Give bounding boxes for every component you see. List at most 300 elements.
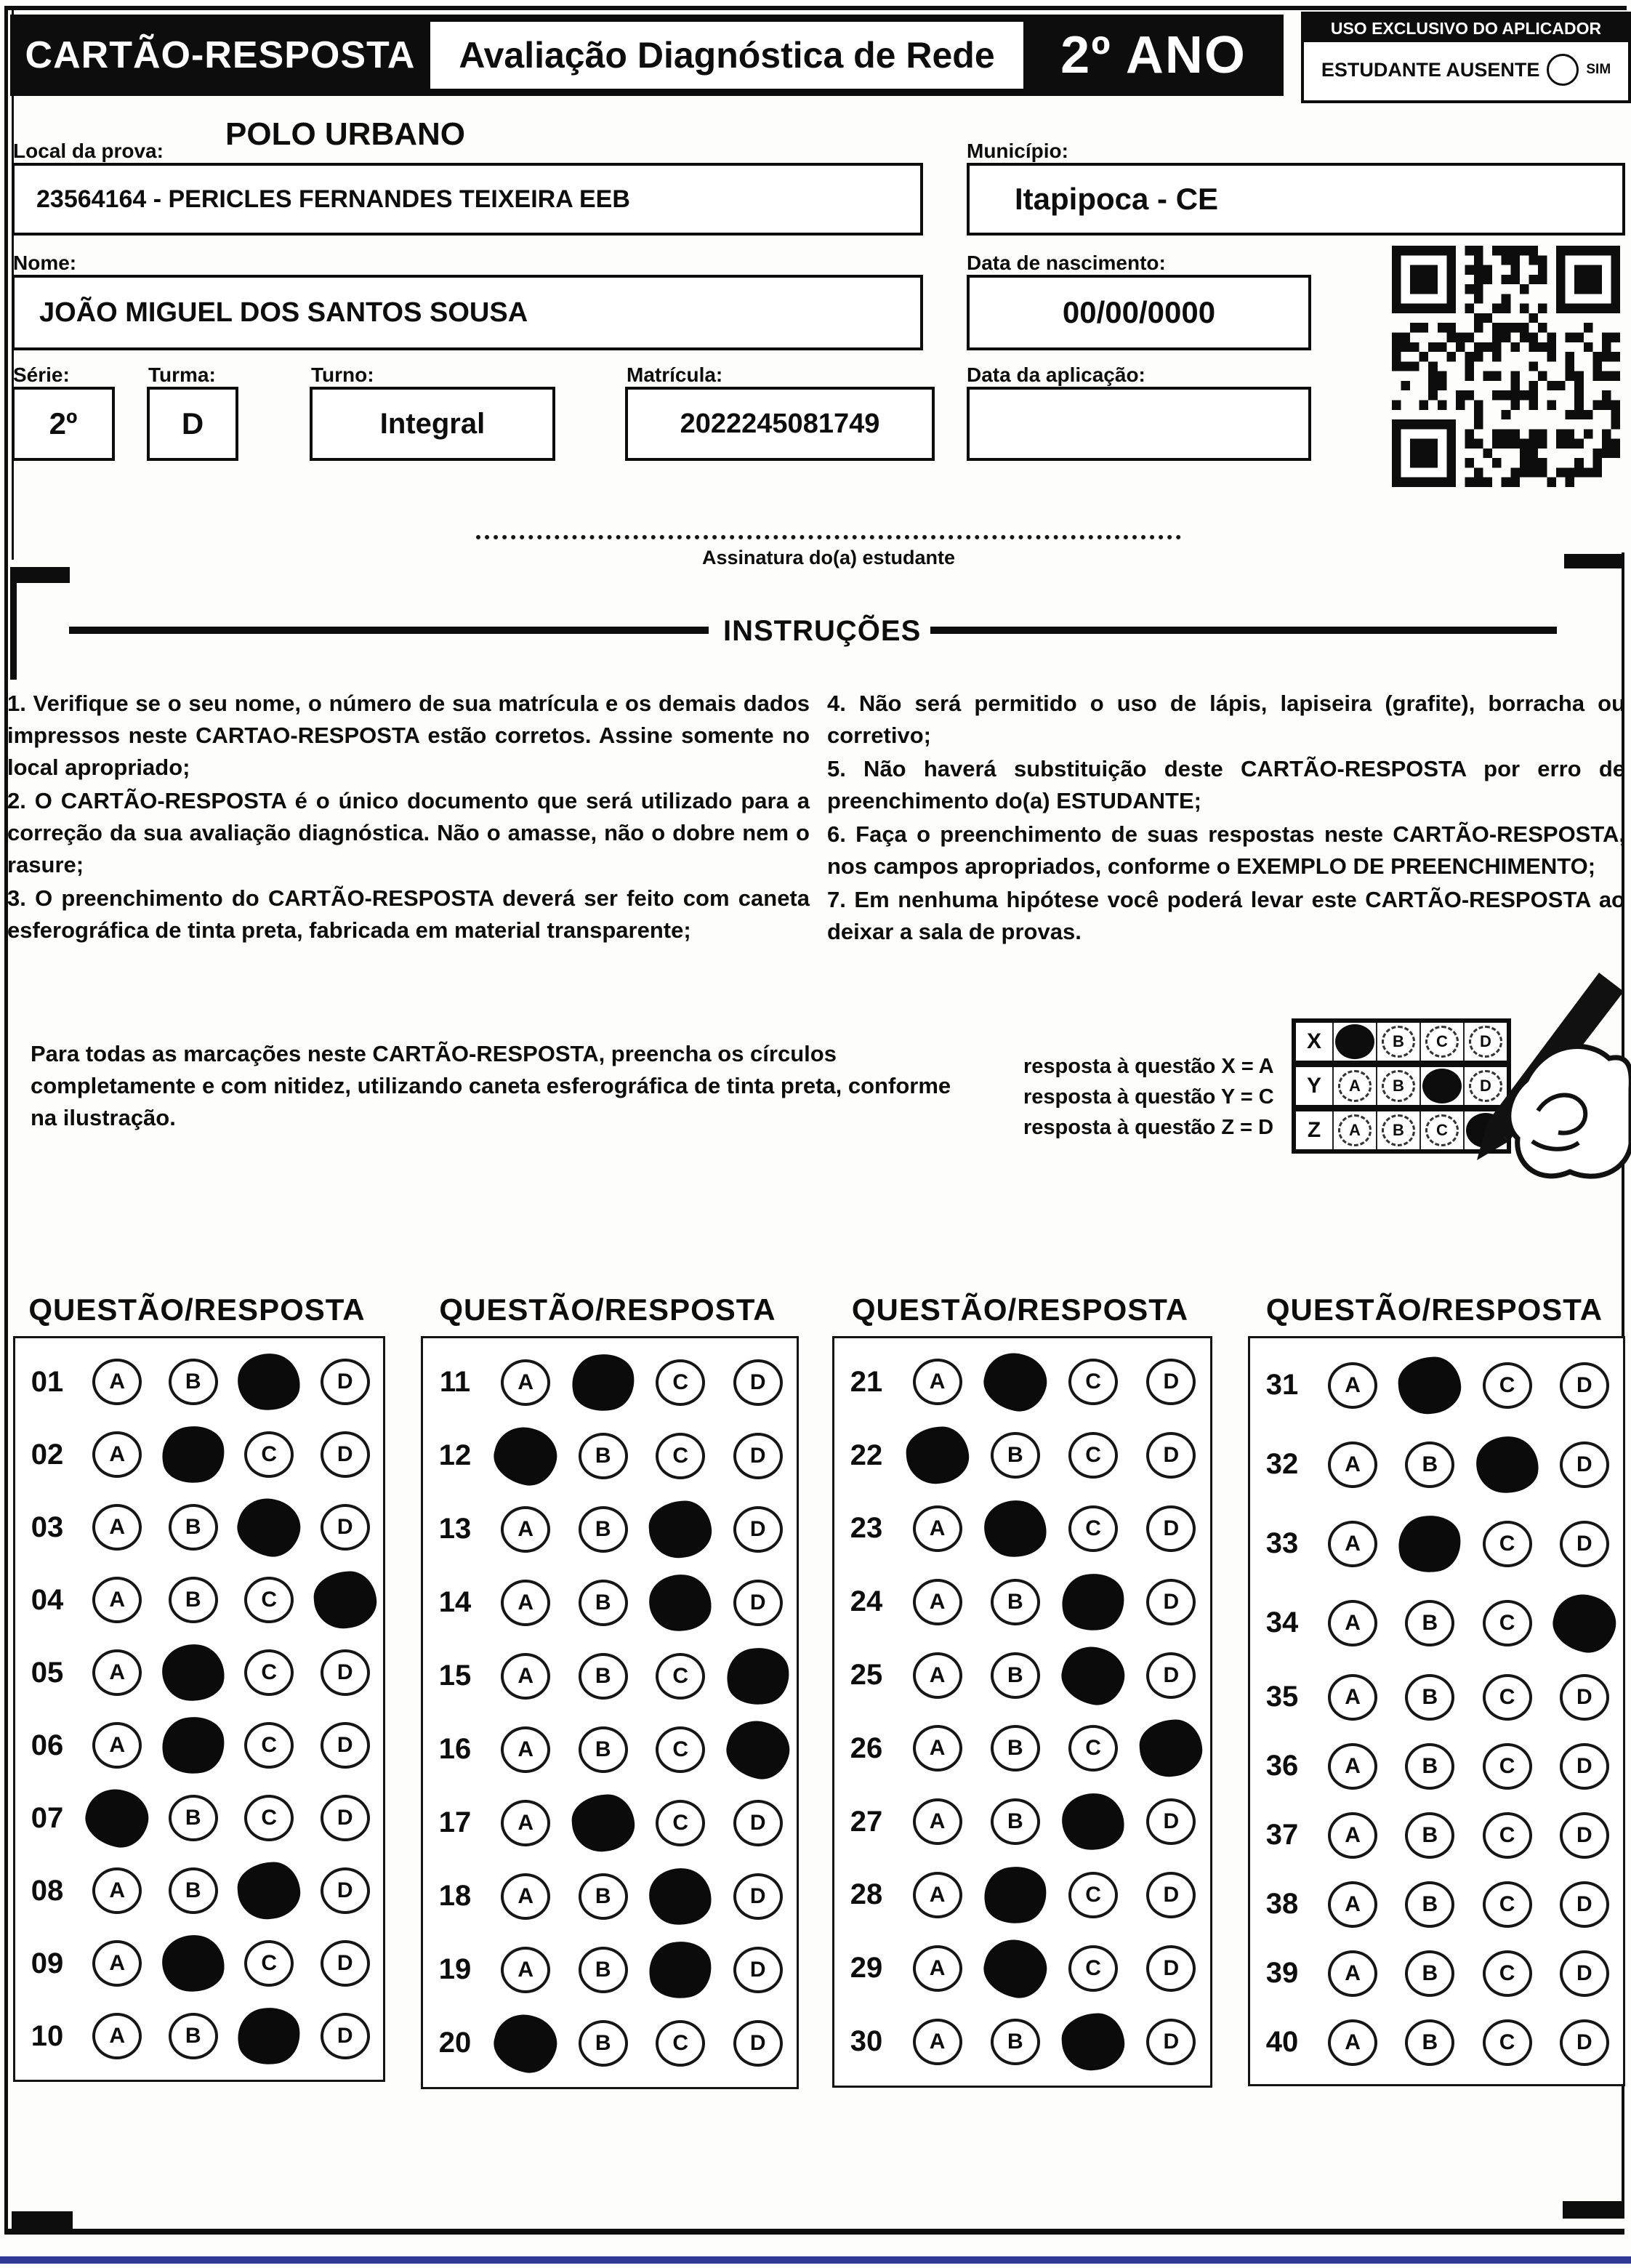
answer-cell [1055,1725,1132,1772]
bubble-c-q14[interactable] [646,1571,714,1634]
bubble-a-q13[interactable]: A [501,1506,550,1553]
bubble-c-q02[interactable]: C [244,1431,294,1478]
bubble-d-q36[interactable]: D [1560,1743,1609,1790]
bubble-b-q34[interactable]: B [1405,1600,1454,1646]
bubble-a-q03[interactable]: A [92,1504,142,1551]
answer-cell [1546,1743,1623,1790]
bubble-c-q32[interactable] [1473,1433,1542,1496]
answer-cell [1469,1950,1546,1997]
answer-cell [307,1940,384,1987]
answer-cell [720,1721,797,1778]
answer-cell [487,1726,565,1773]
bubble-c-q27[interactable] [1059,1790,1127,1854]
bubble-b-q26[interactable]: B [991,1725,1040,1772]
answer-cell [79,1359,156,1405]
bubble-d-q09[interactable]: D [321,1940,370,1987]
bubble-b-q01[interactable]: B [169,1359,218,1405]
bubble-a-q24[interactable]: A [913,1579,962,1625]
answer-cell [487,2015,565,2072]
answer-cell [156,1504,232,1551]
answer-cell [1391,1674,1468,1721]
bubble-b-q09[interactable] [159,1932,227,1995]
hand-icon [1509,1046,1631,1176]
nome-box [12,275,923,350]
bubble-a-q10[interactable]: A [92,2013,142,2059]
bubble-b-q28[interactable] [980,1862,1050,1928]
bubble-c-q35[interactable]: C [1483,1674,1532,1721]
answer-cell [156,1426,232,1483]
answer-cell [720,1800,797,1846]
answer-box-1 [13,1336,385,2082]
answer-cell [156,1795,232,1841]
question-number: 12 [438,1439,472,1471]
bubble-d-q28[interactable]: D [1146,1872,1196,1918]
answer-cell [976,1579,1054,1625]
fill-note: Para todas as marcações neste CARTÃO-RESPOSTA, preencha os círculos completamente e com nitidez, utilizando caneta esferográfica de tinta preta, conforme na ilustração. [31,1041,951,1131]
answer-row [15,1572,383,1628]
corner-mark-bottom-right [1563,2201,1622,2219]
answer-cell [1132,1798,1210,1845]
bubble-b-q23[interactable] [981,1497,1050,1561]
bubble-c-q01[interactable] [235,1351,303,1414]
bubble-c-q15[interactable]: C [656,1653,705,1700]
bubble-b-q20[interactable]: B [579,2020,628,2067]
answer-cell [1391,1600,1468,1646]
bubble-b-q22[interactable]: B [991,1432,1040,1479]
bubble-b-q05[interactable] [159,1641,227,1705]
bubble-c-q29[interactable]: C [1068,1945,1118,1992]
example-row-label: Z [1296,1111,1334,1149]
answer-row [1250,1595,1623,1652]
answer-cell [1055,1359,1132,1405]
answer-row [834,1500,1210,1557]
bubble-c-q34[interactable]: C [1483,1600,1532,1646]
answer-cell [1132,1945,1210,1992]
bubble-d-q35[interactable]: D [1560,1674,1609,1721]
question-number: 05 [31,1656,64,1689]
answer-cell [565,1947,643,1993]
bubble-c-q33[interactable]: C [1483,1521,1532,1567]
bubble-a-q08[interactable]: A [92,1867,142,1914]
bubble-a-q27[interactable]: A [913,1798,962,1845]
bubble-c-q19[interactable] [645,1937,716,2002]
answer-cell [1469,1521,1546,1567]
bubble-d-q37[interactable]: D [1560,1812,1609,1859]
bubble-d-q23[interactable]: D [1146,1505,1196,1552]
answer-cell [1055,2014,1132,2070]
answer-cell [720,1947,797,1993]
bubble-b-q18[interactable]: B [579,1873,628,1920]
bubble-b-q29[interactable] [978,1934,1052,2003]
bubble-b-q14[interactable]: B [579,1580,628,1626]
bubble-d-q13[interactable]: D [733,1506,783,1553]
question-number: 14 [438,1586,472,1618]
bubble-d-q39[interactable]: D [1560,1950,1609,1997]
bubble-a-q05[interactable]: A [92,1649,142,1696]
bubble-b-q11[interactable] [568,1349,638,1415]
bubble-d-q02[interactable]: D [321,1431,370,1478]
bubble-b-q02[interactable] [158,1422,228,1487]
answer-cell [1055,1505,1132,1552]
answer-cell [1546,1362,1623,1409]
example-legend-line: resposta à questão X = A [1023,1055,1274,1078]
bubble-c-q10[interactable] [234,2003,305,2069]
bubble-c-q23[interactable]: C [1068,1505,1118,1552]
question-number: 31 [1265,1369,1299,1401]
bubble-a-q26[interactable]: A [913,1725,962,1772]
bubble-b-q37[interactable]: B [1405,1812,1454,1859]
answer-cell [156,1577,232,1623]
question-number: 23 [850,1512,883,1545]
answer-row [15,1354,383,1410]
instruction-item: 4. Não será permitido o uso de lápis, lapiseira (grafite), borracha ou corretivo; [827,691,1625,749]
answer-row [423,1575,797,1631]
bubble-a-q30[interactable]: A [913,2019,962,2065]
bubble-b-q30[interactable]: B [991,2019,1040,2065]
bubble-c-q25[interactable] [1056,1640,1130,1710]
applicator-box-title: USO EXCLUSIVO DO APLICADOR [1304,15,1628,42]
question-number: 38 [1265,1888,1299,1920]
bubble-c-q20[interactable]: C [656,2020,705,2067]
instruction-item: 6. Faça o preenchimento de suas respostas neste CARTÃO-RESPOSTA, nos campos apropriados, conforme o EXEMPLO DE PREENCHIMENTO; [827,821,1625,880]
answer-cell [79,1790,156,1846]
example-legend-line: resposta à questão Z = D [1023,1116,1274,1139]
answer-cell [1391,1516,1468,1572]
answer-cell [307,1359,384,1405]
bubble-c-q06[interactable]: C [244,1722,294,1769]
example-cell [1377,1023,1421,1061]
matricula-box [625,387,935,461]
bubble-d-q31[interactable]: D [1560,1362,1609,1409]
answer-cell [487,1506,565,1553]
answer-cell [642,1359,720,1406]
aplicacao-box[interactable] [967,387,1311,461]
bubble-a-q02[interactable]: A [92,1431,142,1478]
bubble-a-q22[interactable] [904,1425,970,1486]
bubble-d-q38[interactable]: D [1560,1881,1609,1928]
answer-cell [565,1873,643,1920]
bubble-b-q39[interactable]: B [1405,1950,1454,1997]
answer-cell [898,1725,976,1772]
bubble-a-q07[interactable] [80,1783,154,1853]
answer-cell [1391,1881,1468,1928]
answer-cell [898,1872,976,1918]
answer-cell [1469,2019,1546,2066]
bubble-a-q39[interactable]: A [1328,1950,1377,1997]
answer-cell [1546,1595,1623,1652]
answer-row [15,1935,383,1992]
signature-line[interactable] [476,535,1181,539]
answer-cell [976,1798,1054,1845]
bubble-c-q07[interactable]: C [244,1795,294,1841]
bubble-a-q33[interactable]: A [1328,1521,1377,1567]
bubble-b-q04[interactable]: B [169,1577,218,1623]
bubble-c-q21[interactable]: C [1068,1359,1118,1405]
bubble-d-q32[interactable]: D [1560,1441,1609,1488]
answer-cell [1055,1432,1132,1479]
answer-row [1250,1950,1623,1997]
bubble-d-q21[interactable]: D [1146,1359,1196,1405]
answer-cell [1469,1600,1546,1646]
corner-mark-bottom-left [12,2211,73,2229]
bubble-d-q40[interactable]: D [1560,2019,1609,2066]
bubble-a-q17[interactable]: A [501,1800,550,1846]
answer-cell [79,1431,156,1478]
bubble-b-q21[interactable] [978,1347,1052,1417]
answer-box-3 [832,1336,1212,2088]
bubble-c-q24[interactable] [1058,1569,1129,1635]
question-number: 21 [850,1365,883,1398]
bubble-d-q06[interactable]: D [321,1722,370,1769]
question-number: 32 [1265,1448,1299,1480]
bubble-d-q29[interactable]: D [1146,1945,1196,1992]
bubble-b-q35[interactable]: B [1405,1674,1454,1721]
answer-cell [231,1795,307,1841]
bubble-d-q24[interactable]: D [1146,1579,1196,1625]
example-legend [1023,1051,1274,1143]
answer-cell [1314,1362,1391,1409]
bubble-c-q16[interactable]: C [656,1726,705,1773]
bubble-c-q28[interactable]: C [1068,1872,1118,1918]
example-bubble-c-x: C [1425,1026,1459,1058]
bubble-a-q14[interactable]: A [501,1580,550,1626]
bubble-a-q37[interactable]: A [1328,1812,1377,1859]
bubble-d-q15[interactable] [722,1643,793,1708]
bubble-a-q38[interactable]: A [1328,1881,1377,1928]
bubble-a-q12[interactable] [488,1420,563,1490]
example-cell [1334,1111,1377,1149]
bubble-c-q40[interactable]: C [1483,2019,1532,2066]
bubble-c-q36[interactable]: C [1483,1743,1532,1790]
answer-cell [642,1501,720,1558]
student-absent-bubble[interactable] [1547,54,1579,86]
bubble-c-q18[interactable] [646,1865,714,1928]
bubble-d-q25[interactable]: D [1146,1652,1196,1699]
bubble-a-q19[interactable]: A [501,1947,550,1993]
bubble-b-q12[interactable]: B [579,1433,628,1479]
bubble-a-q35[interactable]: A [1328,1674,1377,1721]
nascimento-box [967,275,1311,350]
bubble-b-q17[interactable] [570,1793,636,1854]
bubble-b-q13[interactable]: B [579,1506,628,1553]
bubble-b-q38[interactable]: B [1405,1881,1454,1928]
bubble-c-q04[interactable]: C [244,1577,294,1623]
bubble-d-q08[interactable]: D [321,1867,370,1914]
bubble-a-q31[interactable]: A [1328,1362,1377,1409]
answer-box-2 [421,1336,799,2089]
bubble-a-q01[interactable]: A [92,1359,142,1405]
bubble-b-q33[interactable] [1395,1511,1465,1576]
answer-cell [976,1867,1054,1923]
bubble-a-q34[interactable]: A [1328,1600,1377,1646]
answer-cell [1391,2019,1468,2066]
answer-cell [720,1506,797,1553]
answer-cell [720,1359,797,1406]
answer-cell [231,1577,307,1623]
bubble-c-q30[interactable] [1060,2011,1127,2072]
bubble-b-q10[interactable]: B [169,2013,218,2059]
answer-cell [307,1431,384,1478]
bubble-b-q03[interactable]: B [169,1504,218,1551]
bubble-d-q17[interactable]: D [733,1800,783,1846]
bubble-a-q28[interactable]: A [913,1872,962,1918]
answer-cell [1314,1812,1391,1859]
header-bar [10,15,1284,96]
bubble-b-q07[interactable]: B [169,1795,218,1841]
answer-cell [1546,1881,1623,1928]
bubble-d-q16[interactable] [721,1714,795,1784]
bubble-d-q07[interactable]: D [321,1795,370,1841]
bubble-c-q12[interactable]: C [656,1433,705,1479]
bubble-a-q36[interactable]: A [1328,1743,1377,1790]
nome-value: JOÃO MIGUEL DOS SANTOS SOUSA [39,297,528,328]
answer-cell [565,1795,643,1851]
bubble-a-q32[interactable]: A [1328,1441,1377,1488]
bubble-d-q26[interactable] [1138,1718,1204,1779]
answer-row [1250,1881,1623,1928]
bubble-a-q29[interactable]: A [913,1945,962,1992]
question-number: 19 [438,1953,472,1985]
answer-cell [1469,1362,1546,1409]
answer-row [15,2008,383,2064]
answer-row [15,1426,383,1483]
grade-badge: 2º ANO [1060,26,1247,84]
bubble-d-q12[interactable]: D [733,1433,783,1479]
answer-row [834,1427,1210,1484]
bubble-b-q31[interactable] [1397,1355,1463,1416]
bubble-d-q34[interactable] [1547,1588,1622,1657]
answer-cell [1314,1881,1391,1928]
bubble-a-q09[interactable]: A [92,1940,142,1987]
question-number: 01 [31,1365,64,1398]
bubble-c-q22[interactable]: C [1068,1432,1118,1479]
question-number: 06 [31,1729,64,1761]
answer-cell [1391,1743,1468,1790]
example-bubble-c-z: C [1425,1114,1459,1146]
bubble-b-q32[interactable]: B [1405,1441,1454,1488]
bubble-b-q27[interactable]: B [991,1798,1040,1845]
answer-cell [1469,1881,1546,1928]
bubble-c-q17[interactable]: C [656,1800,705,1846]
bubble-b-q36[interactable]: B [1405,1743,1454,1790]
bubble-a-q40[interactable]: A [1328,2019,1377,2066]
answer-row [834,1720,1210,1777]
bubble-c-q38[interactable]: C [1483,1881,1532,1928]
bubble-d-q10[interactable]: D [321,2013,370,2059]
example-cell [1334,1023,1377,1061]
corner-mark-top-left [10,567,70,583]
answer-cell [1314,1950,1391,1997]
bubble-c-q37[interactable]: C [1483,1812,1532,1859]
answer-cell [231,1354,307,1410]
bubble-c-q09[interactable]: C [244,1940,294,1987]
bubble-b-q16[interactable]: B [579,1726,628,1773]
bubble-c-q03[interactable] [232,1492,306,1562]
bubble-b-q06[interactable] [158,1713,228,1778]
bubble-a-q15[interactable]: A [501,1653,550,1700]
bubble-a-q21[interactable]: A [913,1359,962,1405]
answer-row [834,2014,1210,2070]
bubble-d-q14[interactable]: D [733,1580,783,1626]
question-number: 36 [1265,1750,1299,1782]
bubble-d-q03[interactable]: D [321,1504,370,1551]
bubble-a-q04[interactable]: A [92,1577,142,1623]
bubble-d-q11[interactable]: D [733,1359,783,1406]
bubble-b-q25[interactable]: B [991,1652,1040,1699]
bubble-c-q39[interactable]: C [1483,1950,1532,1997]
bubble-b-q40[interactable]: B [1405,2019,1454,2066]
bubble-c-q08[interactable] [236,1860,302,1921]
question-number: 02 [31,1438,64,1471]
question-number: 17 [438,1806,472,1838]
bubble-b-q08[interactable]: B [169,1867,218,1914]
bubble-d-q27[interactable]: D [1146,1798,1196,1845]
answer-cell [1314,1600,1391,1646]
answer-cell [79,1577,156,1623]
question-number: 03 [31,1511,64,1543]
answer-row [15,1862,383,1919]
question-number: 28 [850,1878,883,1911]
bubble-d-q05[interactable]: D [321,1649,370,1696]
answer-row [15,1790,383,1846]
answer-cell [642,1433,720,1479]
answer-cell [1314,2019,1391,2066]
bubble-d-q18[interactable]: D [733,1873,783,1920]
bubble-a-q16[interactable]: A [501,1726,550,1773]
answer-cell [976,1500,1054,1557]
bubble-a-q11[interactable]: A [501,1359,550,1406]
bubble-d-q33[interactable]: D [1560,1521,1609,1567]
bubble-a-q25[interactable]: A [913,1652,962,1699]
example-bubble-a-x [1335,1024,1374,1059]
answer-row [1250,1357,1623,1414]
question-number: 20 [438,2027,472,2059]
sim-label: SIM [1586,62,1611,77]
bubble-a-q06[interactable]: A [92,1722,142,1769]
answer-cell [642,1726,720,1773]
answer-cell [976,1432,1054,1479]
bubble-a-q20[interactable] [488,2008,563,2078]
answer-row [1250,1674,1623,1721]
bubble-d-q22[interactable]: D [1146,1432,1196,1479]
bubble-b-q19[interactable]: B [579,1947,628,1993]
bubble-d-q20[interactable]: D [733,2020,783,2067]
bubble-b-q15[interactable]: B [579,1653,628,1700]
bubble-c-q13[interactable] [648,1499,714,1560]
answer-cell [307,1649,384,1696]
bubble-d-q30[interactable]: D [1146,2019,1196,2065]
bubble-d-q01[interactable]: D [321,1359,370,1405]
question-number: 16 [438,1733,472,1765]
bubble-c-q11[interactable]: C [656,1359,705,1406]
answer-cell [1132,2019,1210,2065]
bubble-a-q18[interactable]: A [501,1873,550,1920]
bubble-c-q26[interactable]: C [1068,1725,1118,1772]
bubble-c-q31[interactable]: C [1483,1362,1532,1409]
bubble-d-q04[interactable] [312,1569,378,1630]
question-number: 08 [31,1874,64,1907]
answer-cell [898,1579,976,1625]
turno-value: Integral [379,407,486,440]
answer-cell [156,1867,232,1914]
answer-cell [156,1717,232,1774]
instructions-heading: INSTRUÇÕES [723,615,922,647]
bubble-d-q19[interactable]: D [733,1947,783,1993]
bubble-c-q05[interactable]: C [244,1649,294,1696]
bubble-a-q23[interactable]: A [913,1505,962,1552]
bubble-b-q24[interactable]: B [991,1579,1040,1625]
answer-cell [156,1935,232,1992]
